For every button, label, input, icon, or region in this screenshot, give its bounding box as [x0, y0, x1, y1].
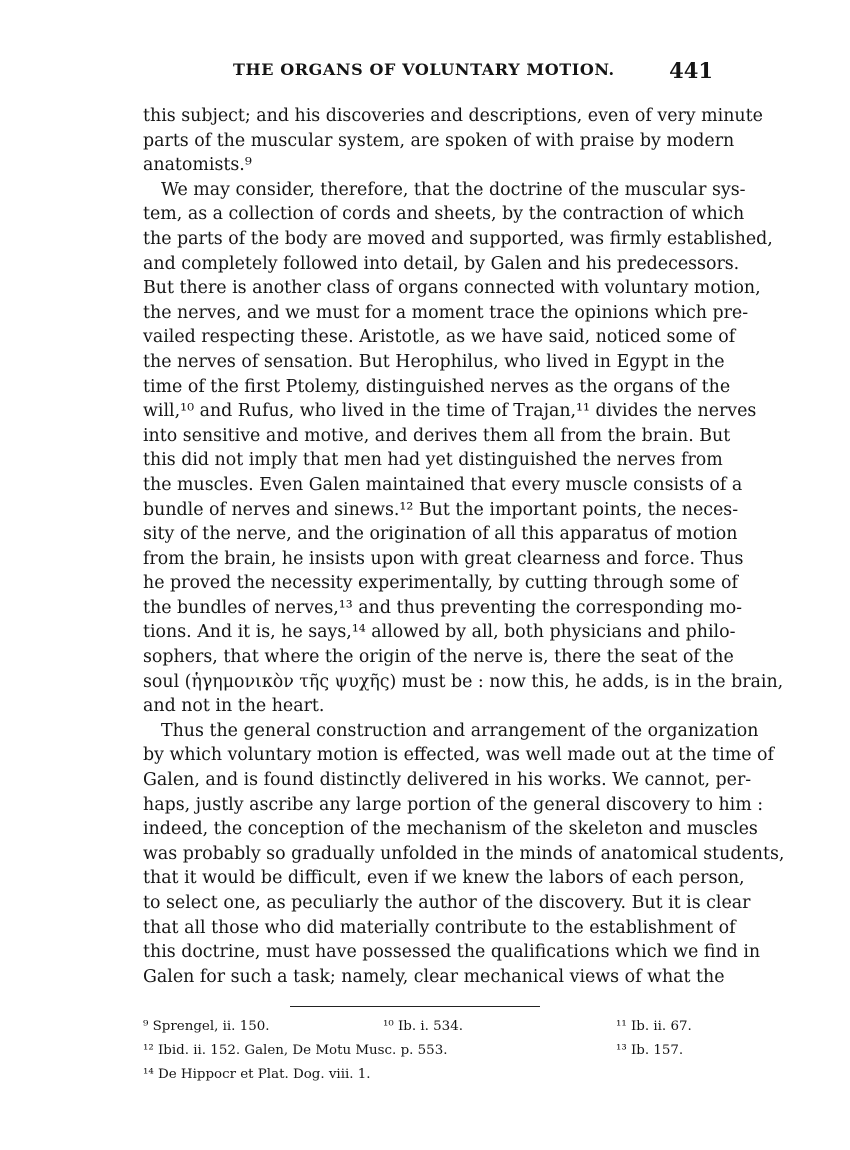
footnote-13: ¹³ Ib. 157. [616, 1043, 684, 1058]
text-line: the parts of the body are moved and supported, was firmly established, [143, 228, 773, 249]
body-text [143, 104, 785, 989]
footnote-row [143, 1015, 713, 1039]
footnotes [143, 1015, 713, 1087]
running-title: THE ORGANS OF VOLUNTARY MOTION. [233, 60, 615, 79]
text-line: will,¹⁰ and Rufus, who lived in the time of Trajan,¹¹ divides the nerves [143, 401, 757, 422]
text-line: But there is another class of organs connected with voluntary motion, [143, 278, 761, 299]
footnote-row [143, 1039, 713, 1063]
text-line: bundle of nerves and sinews.¹² But the important points, the neces- [143, 499, 739, 520]
text-line: Thus the general construction and arrangement of the organization [161, 720, 759, 741]
text-line: the nerves of sensation. But Herophilus, who lived in Egypt in the [143, 351, 725, 372]
text-line: tions. And it is, he says,¹⁴ allowed by all, both physicians and philo- [143, 622, 736, 643]
text-line: parts of the muscular system, are spoken of with praise by modern [143, 130, 735, 151]
footnote-9: ⁹ Sprengel, ii. 150. [143, 1019, 270, 1034]
text-line: that all those who did materially contribute to the establishment of [143, 917, 736, 938]
text-line: this subject; and his discoveries and descriptions, even of very minute [143, 106, 763, 126]
text-line: We may consider, therefore, that the doctrine of the muscular sys- [161, 179, 746, 200]
text-line: from the brain, he insists upon with great clearness and force. Thus [143, 548, 744, 569]
text-line: the nerves, and we must for a moment trace the opinions which pre- [143, 302, 749, 323]
text-line: tem, as a collection of cords and sheets, by the contraction of which [143, 204, 745, 225]
text-line: and completely followed into detail, by Galen and his predecessors. [143, 253, 740, 274]
footnote-rule [290, 1006, 540, 1007]
page-number: 441 [669, 58, 713, 83]
text-line: he proved the necessity experimentally, by cutting through some of [143, 573, 738, 594]
text-line: this doctrine, must have possessed the qualifications which we find in [143, 942, 761, 963]
text-line: into sensitive and motive, and derives them all from the brain. But [143, 425, 731, 446]
text-line: haps, justly ascribe any large portion of the general discovery to him : [143, 794, 764, 815]
footnote-10: ¹⁰ Ib. i. 534. [383, 1019, 463, 1034]
text-line: the bundles of nerves,¹³ and thus preventing the corresponding mo- [143, 597, 743, 618]
text-line: indeed, the conception of the mechanism of the skeleton and muscles [143, 819, 758, 840]
text-line: sity of the nerve, and the origination of all this apparatus of motion [143, 524, 738, 545]
running-head [143, 60, 713, 88]
footnote-14: ¹⁴ De Hippocr et Plat. Dog. viii. 1. [143, 1067, 371, 1082]
text-line: and not in the heart. [143, 696, 325, 717]
text-line: anatomists.⁹ [143, 155, 252, 176]
text-line: the muscles. Even Galen maintained that every muscle consists of a [143, 474, 743, 495]
text-line: this did not imply that men had yet distinguished the nerves from [143, 450, 723, 471]
footnote-12: ¹² Ibid. ii. 152. Galen, De Motu Musc. p. 553. [143, 1043, 448, 1058]
text-line: Galen, and is found distinctly delivered in his works. We cannot, per- [143, 770, 752, 791]
text-line: time of the first Ptolemy, distinguished nerves as the organs of the [143, 376, 731, 397]
text-line: that it would be difficult, even if we knew the labors of each person, [143, 868, 745, 889]
text-line: was probably so gradually unfolded in the minds of anatomical students, [143, 843, 785, 864]
footnote-11: ¹¹ Ib. ii. 67. [616, 1019, 692, 1034]
footnote-row [143, 1063, 713, 1087]
text-line: to select one, as peculiarly the author of the discovery. But it is clear [143, 893, 751, 913]
text-line: Galen for such a task; namely, clear mechanical views of what the [143, 966, 725, 987]
text-line: by which voluntary motion is effected, was well made out at the time of [143, 745, 774, 766]
text-line: vailed respecting these. Aristotle, as we have said, noticed some of [143, 327, 736, 348]
text-line: sophers, that where the origin of the nerve is, there the seat of the [143, 647, 734, 668]
text-line: soul (ἡγημονικὸν τῆς ψυχῆς) must be : now this, he adds, is in the brain, [143, 671, 784, 692]
